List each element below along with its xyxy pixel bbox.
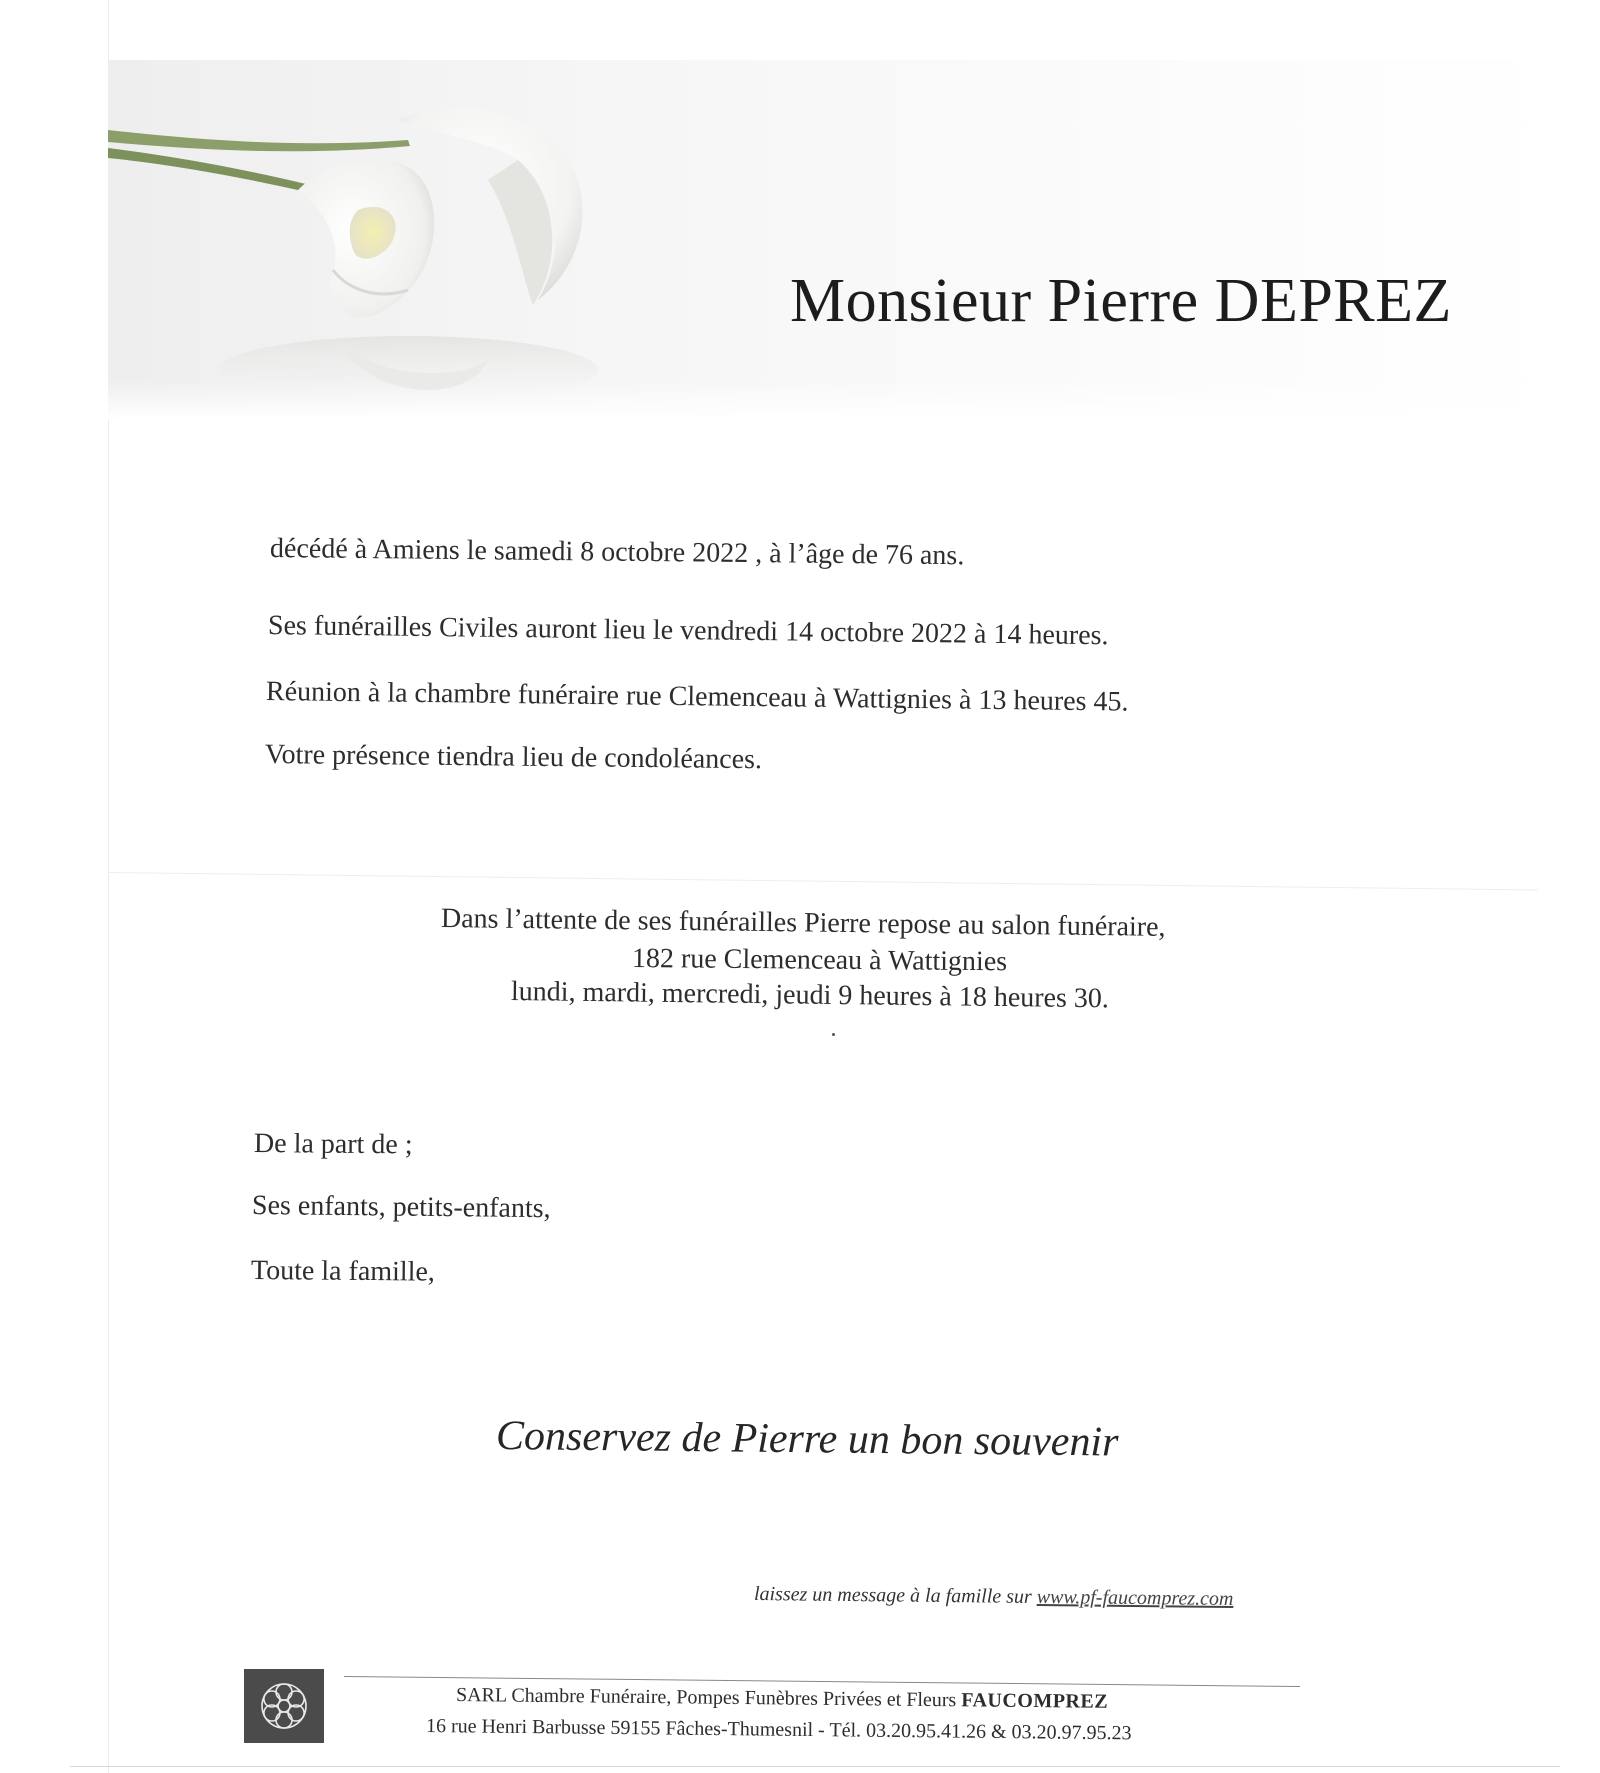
footer-company-name: FAUCOMPREZ <box>961 1689 1109 1713</box>
visitation-line: Dans l’attente de ses funérailles Pierre repose au salon funéraire, <box>440 903 1166 943</box>
page-title: Monsieur Pierre DEPREZ <box>790 266 1452 335</box>
message-line <box>754 1583 1234 1611</box>
from-family: Toute la famille, <box>250 1255 435 1288</box>
condolences-line: Votre présence tiendra lieu de condoléances. <box>264 739 763 776</box>
footer-address-line: 16 rue Henri Barbusse 59155 Fâches-Thumesnil - Tél. 03.20.95.41.26 & 03.20.97.95.23 <box>425 1715 1132 1745</box>
meeting-info-line: Réunion à la chambre funéraire rue Clemenceau à Wattignies à 13 heures 45. <box>265 676 1129 718</box>
rosette-logo-icon <box>244 1669 324 1743</box>
footer-company-line <box>456 1684 1108 1714</box>
calla-lily-icon <box>108 100 668 410</box>
funeral-info-line: Ses funérailles Civiles auront lieu le vendredi 14 octobre 2022 à 14 heures. <box>267 610 1109 652</box>
message-prefix: laissez un message à la famille sur <box>753 1583 1037 1608</box>
website-link[interactable]: www.pf-faucomprez.com <box>1036 1585 1234 1611</box>
footer-company-prefix: SARL Chambre Funéraire, Pompes Funèbres Privées et Fleurs <box>455 1684 962 1712</box>
section-divider <box>108 872 1538 890</box>
stray-mark <box>832 1033 835 1036</box>
death-notice-line: décédé à Amiens le samedi 8 octobre 2022 , à l’âge de 76 ans. <box>269 533 965 572</box>
from-children: Ses enfants, petits-enfants, <box>251 1190 551 1225</box>
from-heading: De la part de ; <box>253 1128 413 1161</box>
closing-phrase: Conservez de Pierre un bon souvenir <box>495 1413 1119 1466</box>
bottom-edge <box>70 1766 1560 1767</box>
visitation-address: 182 rue Clemenceau à Wattignies <box>631 943 1008 978</box>
visitation-hours: lundi, mardi, mercredi, jeudi 9 heures à 18 heures 30. <box>510 976 1110 1015</box>
